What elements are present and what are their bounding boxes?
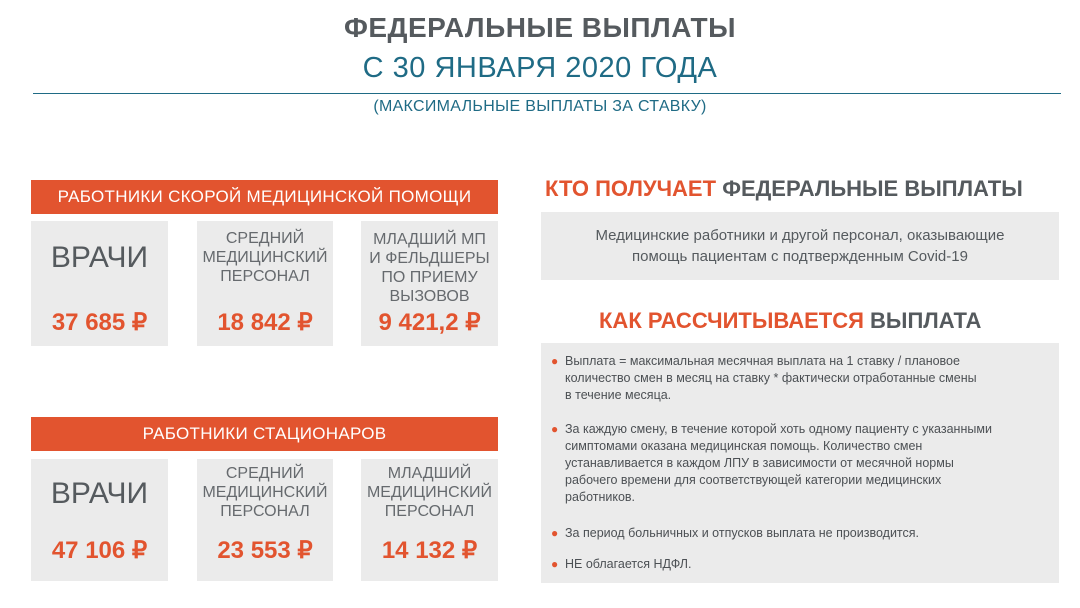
card-label-line: ВЫЗОВОВ [389, 288, 470, 305]
card-label-line: СРЕДНИЙ [225, 230, 305, 247]
who-heading-rest: ФЕДЕРАЛЬНЫЕ ВЫПЛАТЫ [722, 176, 1023, 201]
date-subtitle: С 30 ЯНВАРЯ 2020 ГОДА [362, 52, 718, 84]
hospital-mid-staff-card [197, 459, 333, 581]
card-label [197, 464, 333, 521]
card-label-line: ПЕРСОНАЛ [220, 503, 310, 520]
card-value: 9 421,2 ₽ [378, 309, 481, 336]
card-label-line: МЕДИЦИНСКИЙ [202, 484, 328, 501]
bullet-line: симптомами оказана медицинская помощь. Количество смен [565, 439, 923, 453]
bullet-dot-icon: ● [551, 354, 559, 368]
hospital-section-label: РАБОТНИКИ СТАЦИОНАРОВ [31, 417, 498, 451]
bullet-line: НЕ облагается НДФЛ. [565, 557, 692, 571]
card-value: 47 106 ₽ [51, 537, 148, 564]
ambulance-mid-staff-card [197, 221, 333, 346]
bullet-dot-icon: ● [551, 557, 559, 571]
bullet-line: работников. [565, 490, 636, 504]
calc-bullet [551, 525, 1049, 542]
card-label: ВРАЧИ [50, 477, 149, 510]
page-title: ФЕДЕРАЛЬНЫЕ ВЫПЛАТЫ [343, 12, 737, 43]
card-label-line: ПО ПРИЕМУ [381, 269, 478, 286]
calc-bullet [551, 421, 1049, 506]
card-label-line: И ФЕЛЬДШЕРЫ [369, 250, 490, 267]
card-value: 37 685 ₽ [51, 309, 148, 336]
calc-bullet [551, 353, 1049, 404]
who-line: помощь пациентам с подтвержденным Covid-19 [632, 248, 968, 265]
calc-heading-accent: КАК РАССЧИТЫВАЕТСЯ [599, 308, 864, 333]
bullet-line: количество смен в месяц на ставку * фактически отработанные смены [565, 371, 977, 385]
card-label: ВРАЧИ [50, 241, 149, 274]
calc-heading-rest: ВЫПЛАТА [870, 308, 982, 333]
ambulance-junior-staff-card [361, 221, 498, 346]
card-label-line: МЕДИЦИНСКИЙ [366, 484, 493, 501]
divider-line [33, 93, 1061, 94]
card-value: 23 553 ₽ [217, 537, 313, 564]
ambulance-section-label: РАБОТНИКИ СКОРОЙ МЕДИЦИНСКОЙ ПОМОЩИ [31, 180, 498, 214]
card-label-line: МЛАДШИЙ [387, 465, 472, 482]
ambulance-doctors-card [31, 221, 168, 346]
bullet-line: в течение месяца. [565, 388, 672, 402]
card-label-line: ПЕРСОНАЛ [384, 503, 475, 520]
bullet-line: устанавливается в каждом ЛПУ в зависимости от месячной нормы [565, 456, 954, 470]
calc-heading [599, 308, 981, 334]
who-description-box [541, 212, 1059, 280]
hospital-doctors-card [31, 459, 168, 581]
note-subtitle: (МАКСИМАЛЬНЫЕ ВЫПЛАТЫ ЗА СТАВКУ) [373, 98, 707, 115]
who-heading-accent: КТО ПОЛУЧАЕТ [545, 176, 717, 201]
hospital-junior-staff-card [361, 459, 498, 581]
card-label [361, 464, 498, 521]
bullet-line: За каждую смену, в течение которой хоть одному пациенту с указанными [565, 422, 992, 436]
who-line: Медицинские работники и другой персонал, оказывающие [595, 227, 1005, 244]
bullet-line: Выплата = максимальная месячная выплата на 1 ставку / плановое [565, 354, 960, 368]
card-label-line: ПЕРСОНАЛ [220, 268, 310, 285]
bullet-line: За период больничных и отпусков выплата не производится. [565, 526, 920, 540]
who-heading [545, 176, 1023, 202]
card-label [361, 230, 498, 306]
bullet-dot-icon: ● [551, 422, 559, 436]
bullet-line: рабочего времени для соответствующей категории медицинских [565, 473, 942, 487]
bullet-dot-icon: ● [551, 526, 559, 540]
calc-description-box [541, 343, 1059, 583]
card-label [197, 229, 333, 286]
calc-bullet [551, 556, 1049, 573]
card-label-line: МЛАДШИЙ МП [373, 231, 486, 248]
card-label-line: МЕДИЦИНСКИЙ [202, 249, 328, 266]
card-label-line: СРЕДНИЙ [225, 465, 305, 482]
card-value: 18 842 ₽ [217, 309, 313, 336]
card-value: 14 132 ₽ [381, 537, 478, 564]
